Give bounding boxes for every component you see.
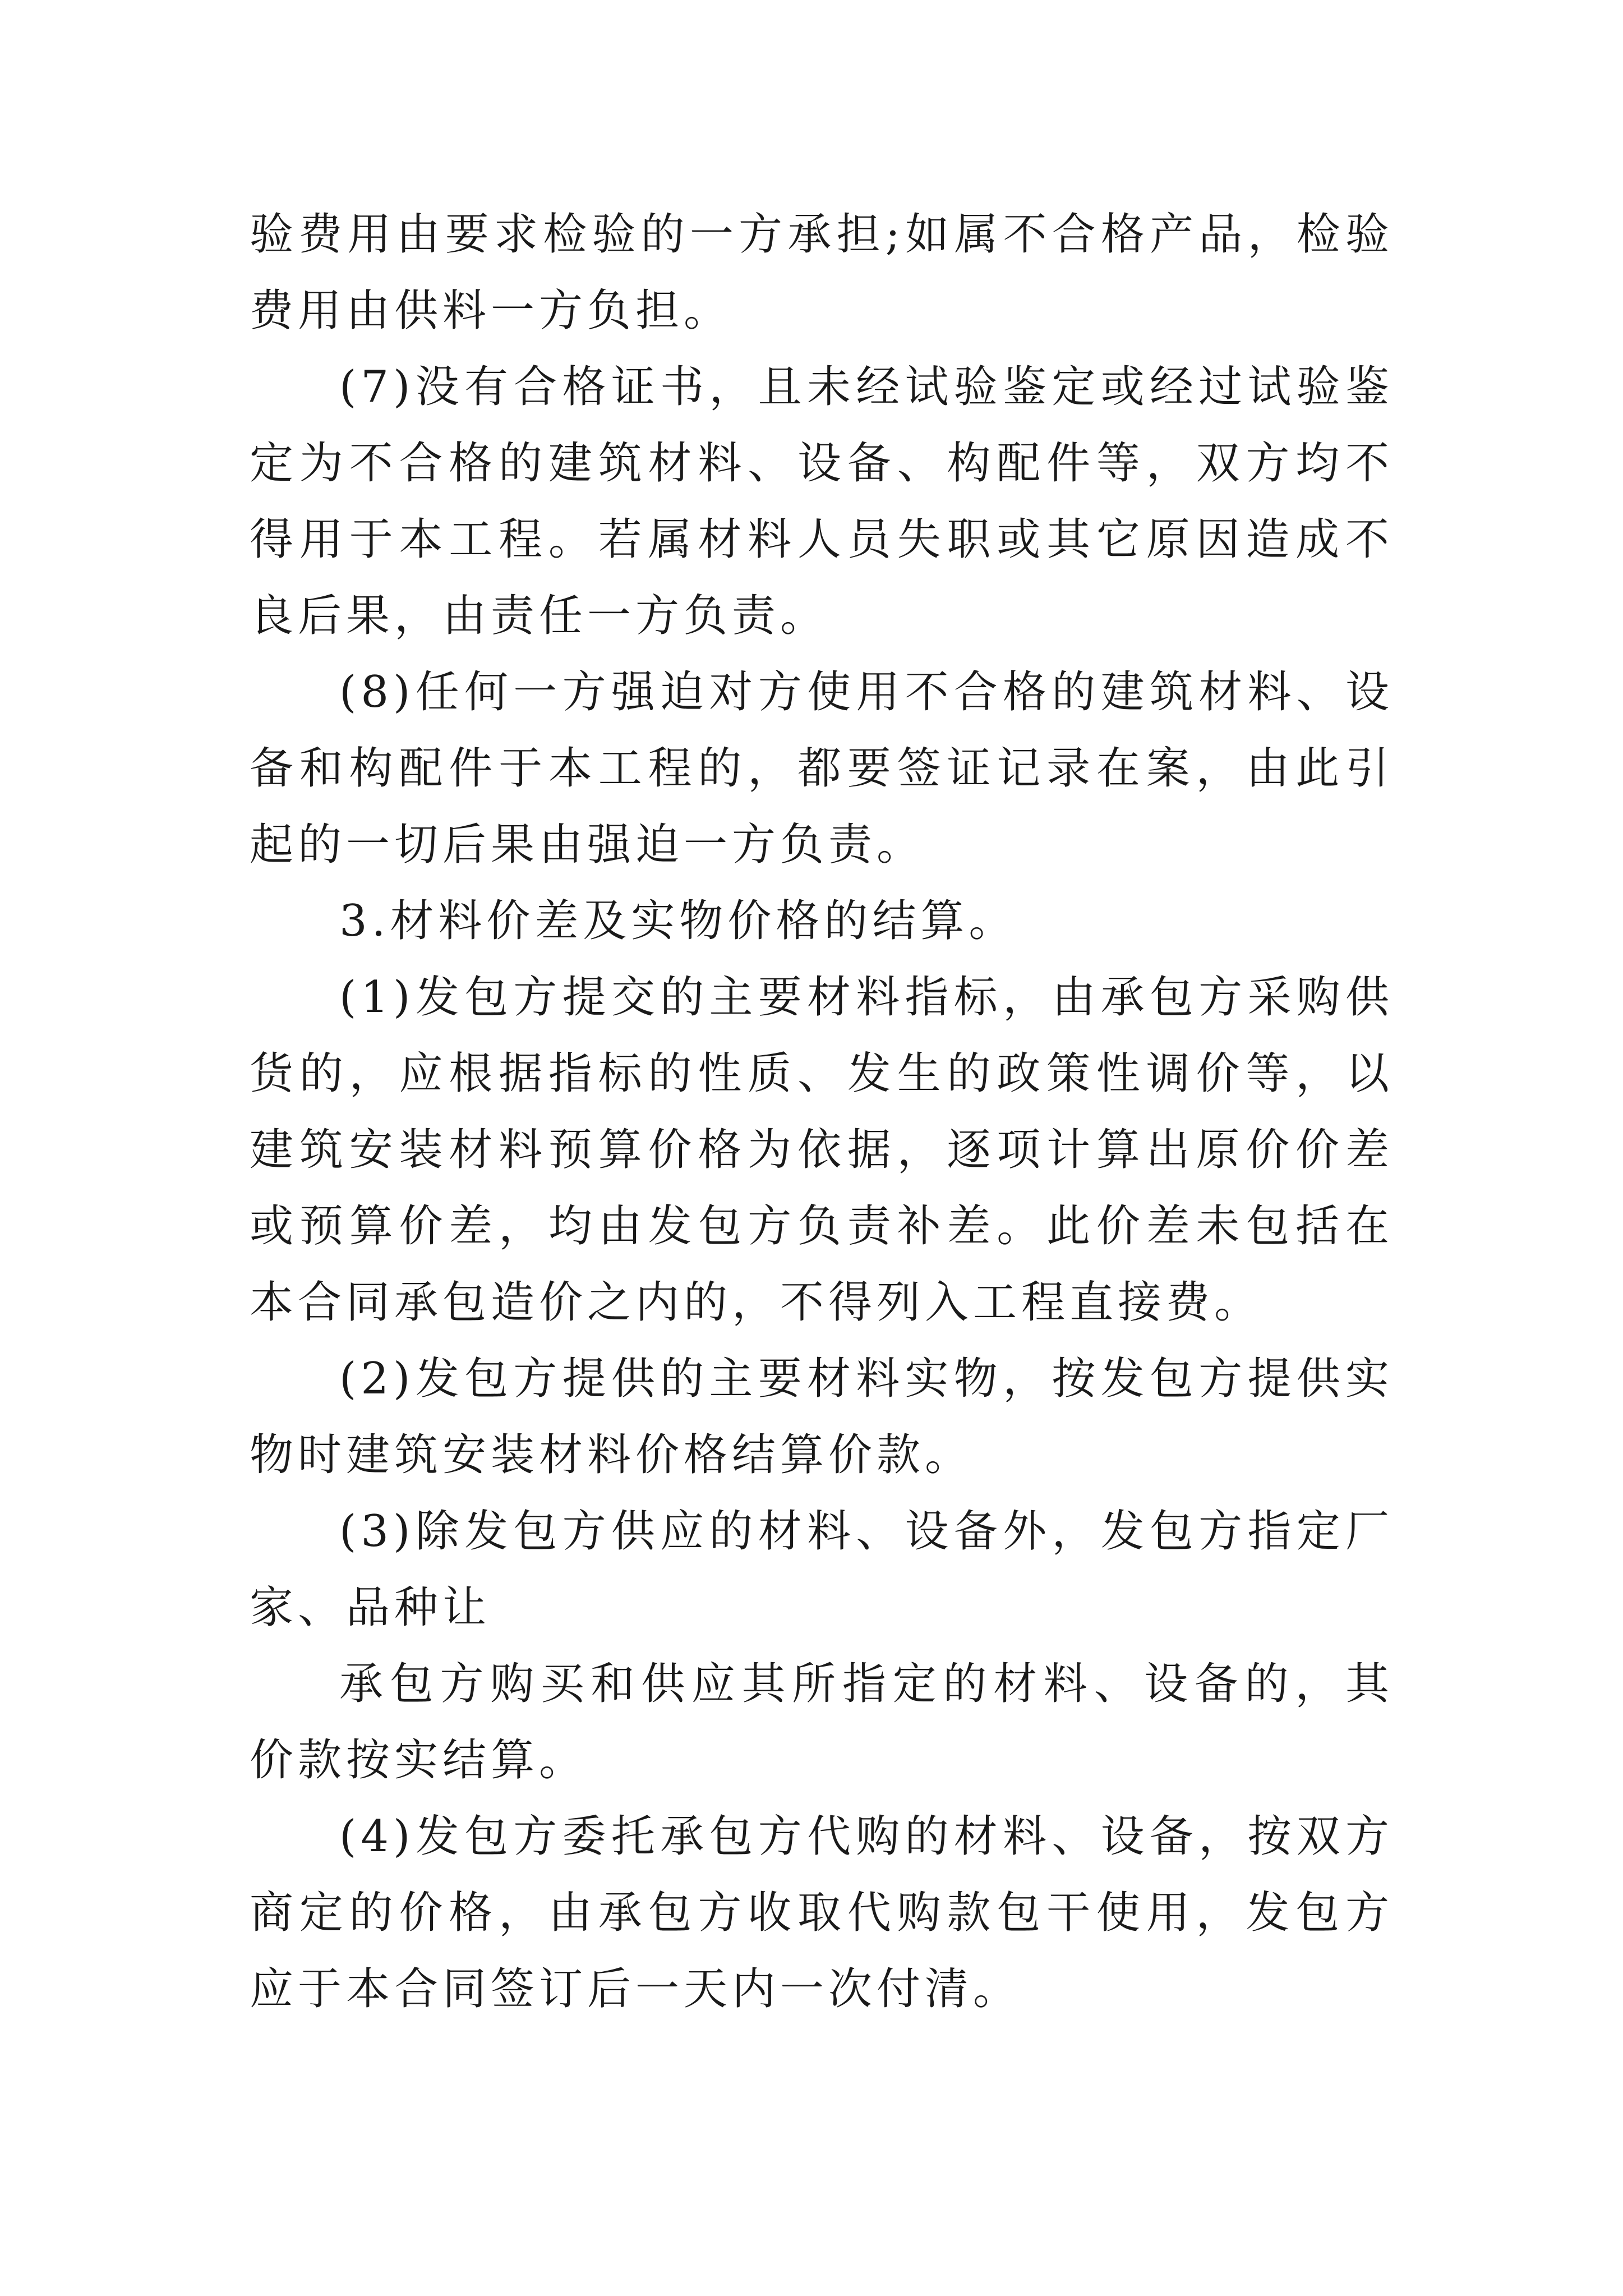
paragraph-inspection-fee-continuation: 验费用由要求检验的一方承担;如属不合格产品，检验费用由供料一方负担。	[250, 209, 1394, 336]
paragraph-item-1: (1)发包方提交的主要材料指标，由承包方采购供货的，应根据指标的性质、发生的政策性调价等，以建筑安装材料预算价格为依据，逐项计算出原价价差或预算价差，均由发包方负责补差。此价差未包括在本合同承包造价之内的，不得列入工程直接费。	[250, 972, 1394, 1328]
paragraph-item-3: (3)除发包方供应的材料、设备外，发包方指定厂家、品种让	[250, 1506, 1394, 1633]
paragraph-item-3-continuation: 承包方购买和供应其所指定的材料、设备的，其价款按实结算。	[250, 1659, 1394, 1786]
document-body	[250, 196, 1394, 2027]
paragraph-item-4: (4)发包方委托承包方代购的材料、设备，按双方商定的价格，由承包方收取代购款包干使用，发包方应于本合同签订后一天内一次付清。	[250, 1811, 1394, 2014]
section-heading-3: 3.材料价差及实物价格的结算。	[339, 896, 1017, 946]
paragraph-item-8: (8)任何一方强迫对方使用不合格的建筑材料、设备和构配件于本工程的，都要签证记录在案，由此引起的一切后果由强迫一方负责。	[250, 667, 1394, 870]
paragraph-item-7: (7)没有合格证书，且未经试验鉴定或经过试验鉴定为不合格的建筑材料、设备、构配件等，双方均不得用于本工程。若属材料人员失职或其它原因造成不良后果，由责任一方负责。	[250, 362, 1394, 641]
paragraph-item-2: (2)发包方提供的主要材料实物，按发包方提供实物时建筑安装材料价格结算价款。	[250, 1354, 1394, 1480]
